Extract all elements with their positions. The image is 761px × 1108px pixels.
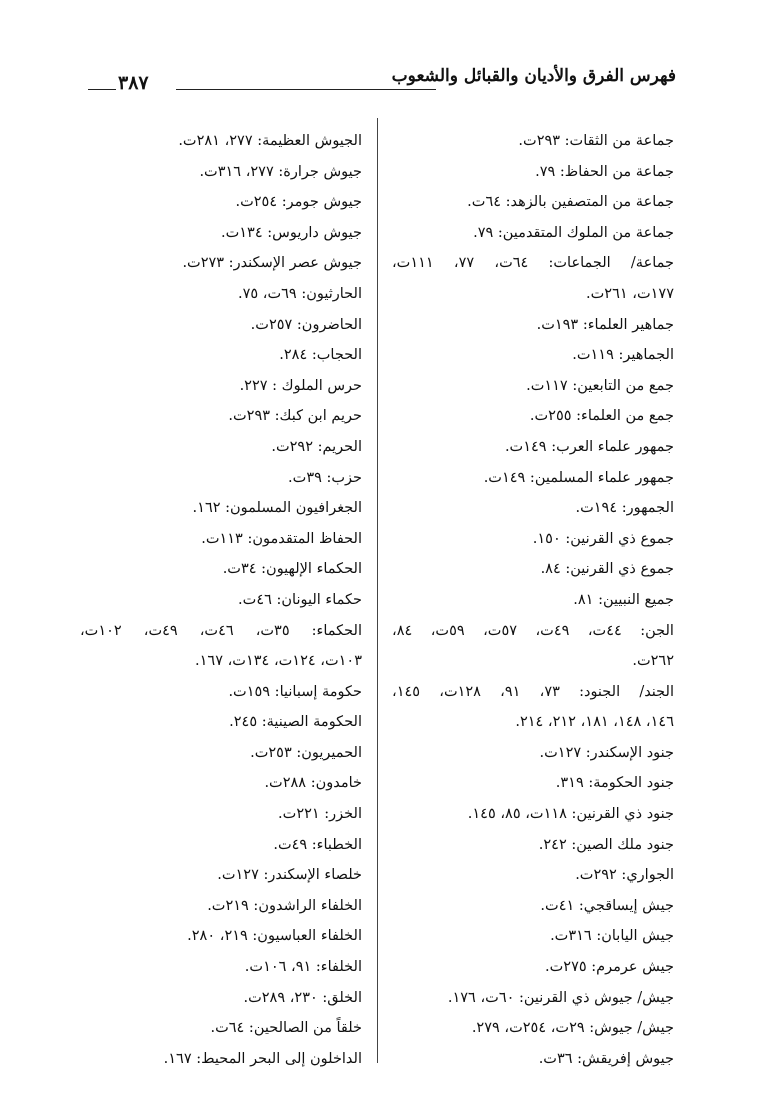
index-entry: الحكماء الإلهيون: ٣٤ت. (222, 561, 362, 578)
index-entry-continuation: ١٧٧ت، ٢٦١ت. (586, 285, 674, 302)
index-column-left (80, 126, 362, 1074)
index-entry: الخلفاء العباسيون: ٢١٩، ٢٨٠. (187, 928, 362, 945)
index-entry: الحكماء: ٣٥ت، ٤٦ت، ٤٩ت، ١٠٢ت، (80, 622, 362, 639)
index-entry: الخلق: ٢٣٠، ٢٨٩ت. (243, 989, 362, 1006)
index-entry: حزب: ٣٩ت. (288, 469, 362, 486)
index-entry: جيش/ جيوش ذي القرنين: ٦٠ت، ١٧٦. (447, 989, 674, 1006)
index-entry: جمهور علماء المسلمين: ١٤٩ت. (483, 469, 674, 486)
index-entry: خلقاً من الصالحين: ٦٤ت. (210, 1020, 362, 1037)
index-entry: خامدون: ٢٨٨ت. (264, 775, 362, 792)
index-entry: جماعة من الملوك المتقدمين: ٧٩. (473, 224, 674, 241)
index-entry: الخلفاء: ٩١، ١٠٦ت. (244, 959, 362, 976)
index-entry: الحريم: ٢٩٢ت. (271, 438, 362, 455)
column-divider (377, 118, 378, 1063)
index-entry: جيوش جرارة: ٢٧٧، ٣١٦ت. (199, 163, 362, 180)
index-entry: جيوش إفريقش: ٣٦ت. (538, 1050, 674, 1067)
index-entry: جنود الحكومة: ٣١٩. (555, 775, 674, 792)
index-entry: حكومة إسبانيا: ١٥٩ت. (228, 683, 362, 700)
index-entry: الجيوش العظيمة: ٢٧٧، ٢٨١ت. (178, 133, 362, 149)
index-entry: جماهير العلماء: ١٩٣ت. (536, 316, 674, 333)
page-number: ٣٨٧ (118, 72, 149, 94)
index-entry: حرس الملوك : ٢٢٧. (239, 377, 362, 394)
index-entry: جمهور علماء العرب: ١٤٩ت. (504, 438, 674, 455)
index-entry: الخزر: ٢٢١ت. (278, 806, 362, 823)
index-entry: الحارثيون: ٦٩ت، ٧٥. (238, 285, 362, 302)
index-column-right (392, 126, 674, 1074)
header-rule-short (88, 89, 116, 90)
index-entry: حريم ابن كبك: ٢٩٣ت. (228, 408, 362, 425)
index-entry: جماعة من الثقات: ٢٩٣ت. (518, 133, 674, 149)
index-entry: جيش عرمرم: ٢٧٥ت. (545, 959, 674, 976)
index-entry: الجغرافيون المسلمون: ١٦٢. (192, 500, 362, 517)
index-entry: جمع من التابعين: ١١٧ت. (526, 377, 674, 394)
index-entry: جنود ذي القرنين: ١١٨ت، ٨٥، ١٤٥. (467, 806, 674, 823)
index-entry: الحجاب: ٢٨٤. (279, 347, 362, 364)
index-entry: الحميريون: ٢٥٣ت. (250, 744, 362, 761)
index-entry: خلصاء الإسكندر: ١٢٧ت. (217, 867, 362, 884)
index-entry: الحكومة الصينية: ٢٤٥. (229, 714, 362, 731)
index-entry: الجن: ٤٤ت، ٤٩ت، ٥٧ت، ٥٩ت، ٨٤، (392, 622, 674, 639)
index-entry: جيوش داريوس: ١٣٤ت. (221, 224, 362, 241)
index-entry: جموع ذي القرنين: ٨٤. (540, 561, 674, 578)
index-entry-continuation: ١٤٦، ١٤٨، ١٨١، ٢١٢، ٢١٤. (515, 714, 674, 731)
header-rule (176, 89, 436, 90)
index-entry: جموع ذي القرنين: ١٥٠. (532, 530, 674, 547)
index-entry: جيوش جومر: ٢٥٤ت. (235, 194, 362, 211)
index-entry-continuation: ٢٦٢ت. (632, 653, 674, 670)
index-entry: حكماء اليونان: ٤٦ت. (238, 591, 362, 608)
index-entry: جيش إيساقجي: ٤١ت. (540, 897, 674, 914)
index-entry: جمع من العلماء: ٢٥٥ت. (529, 408, 674, 425)
index-entry: الخلفاء الراشدون: ٢١٩ت. (207, 897, 362, 914)
index-entry: جماعة من المتصفين بالزهد: ٦٤ت. (467, 194, 674, 211)
index-entry: جنود الإسكندر: ١٢٧ت. (539, 744, 674, 761)
index-entry: الخطباء: ٤٩ت. (273, 836, 362, 853)
index-entry: جيش اليابان: ٣١٦ت. (550, 928, 674, 945)
index-entry: الحاضرون: ٢٥٧ت. (250, 316, 362, 333)
index-entry: الجواري: ٢٩٢ت. (575, 867, 674, 884)
index-entry: الجند/ الجنود: ٧٣، ٩١، ١٢٨ت، ١٤٥، (392, 683, 674, 700)
running-header (76, 66, 676, 100)
index-entry: الجمهور: ١٩٤ت. (575, 500, 674, 517)
index-entry: جماعة من الحفاظ: ٧٩. (535, 163, 674, 180)
index-entry: جيش/ جيوش: ٢٩ت، ٢٥٤ت، ٢٧٩. (471, 1020, 674, 1037)
index-entry: جماعة/ الجماعات: ٦٤ت، ٧٧، ١١١ت، (392, 255, 674, 272)
index-entry: جميع النبيين: ٨١. (573, 591, 674, 608)
index-entry: الحفاظ المتقدمون: ١١٣ت. (201, 530, 362, 547)
index-entry: جيوش عصر الإسكندر: ٢٧٣ت. (182, 255, 362, 272)
index-entry: الجماهير: ١١٩ت. (572, 347, 674, 364)
header-title: فهرس الفرق والأديان والقبائل والشعوب (391, 66, 676, 86)
index-entry: الداخلون إلى البحر المحيط: ١٦٧. (163, 1050, 362, 1067)
index-entry-continuation: ١٠٣ت، ١٢٤ت، ١٣٤ت، ١٦٧. (195, 653, 362, 670)
index-entry: جنود ملك الصين: ٢٤٢. (538, 836, 674, 853)
